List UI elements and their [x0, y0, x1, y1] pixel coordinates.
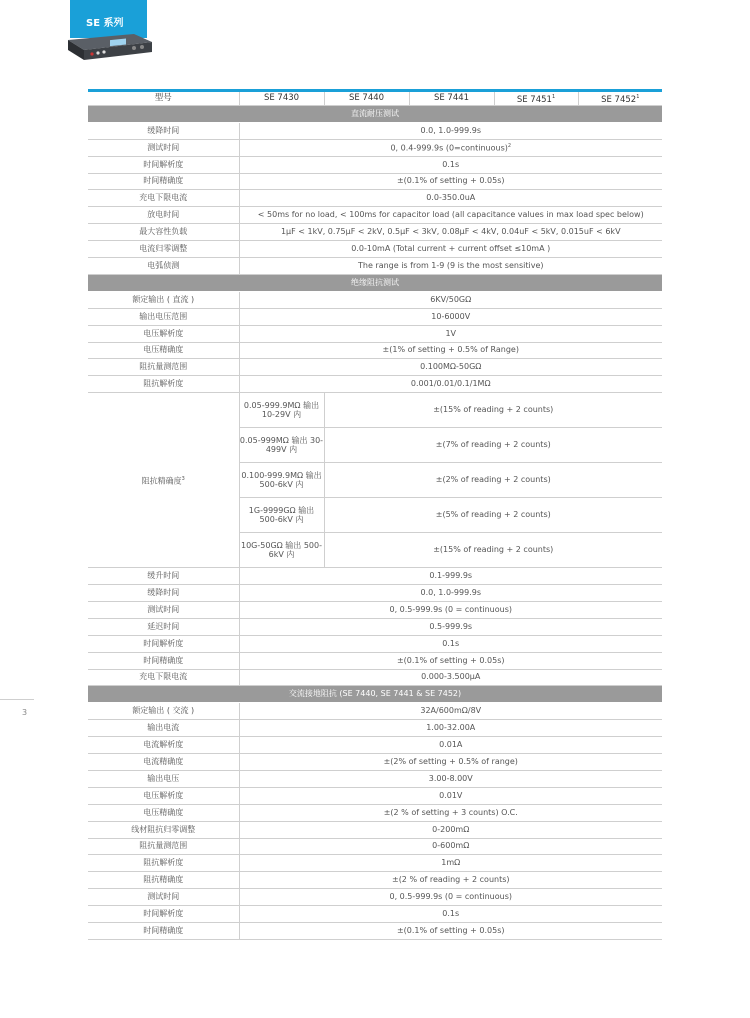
spec-row — [88, 291, 662, 308]
spec-value — [239, 770, 662, 787]
model-column-header — [578, 92, 662, 105]
spec-label: 阻抗精确度 — [88, 872, 239, 889]
spec-label: 电流解析度 — [88, 737, 239, 754]
footnote-mark: 1 — [636, 94, 640, 100]
spec-label: 测试时间 — [88, 601, 239, 618]
spec-value-text: 0-600mΩ — [432, 841, 470, 851]
spec-row — [88, 635, 662, 652]
spec-value-text: 1V — [445, 328, 457, 338]
accuracy-range: 1G-9999GΩ 输出 500-6kV 内 — [239, 498, 324, 533]
spec-row — [88, 122, 662, 139]
spec-row — [88, 652, 662, 669]
spec-label: 最大容性负载 — [88, 224, 239, 241]
spec-value-text: 3.00-8.00V — [428, 773, 473, 783]
device-image — [64, 30, 154, 62]
spec-value — [239, 906, 662, 923]
spec-row — [88, 308, 662, 325]
spec-row — [88, 906, 662, 923]
spec-value — [239, 224, 662, 241]
spec-label: 阻抗量测范围 — [88, 359, 239, 376]
section-header-row — [88, 105, 662, 122]
spec-value-text: 0.0, 1.0-999.9s — [420, 588, 481, 598]
spec-value-text: 0, 0.5-999.9s (0 = continuous) — [389, 892, 512, 902]
model-column-header — [324, 92, 409, 105]
spec-value — [239, 821, 662, 838]
spec-value-text: 0.000-3.500μA — [421, 672, 481, 682]
spec-value — [239, 872, 662, 889]
spec-label: 缓升时间 — [88, 568, 239, 585]
spec-label: 输出电压范围 — [88, 308, 239, 325]
spec-row — [88, 923, 662, 940]
spec-value-text: 10-6000V — [431, 311, 471, 321]
section-title: 绝缘阻抗测试 — [88, 274, 662, 291]
spec-label: 电流归零调整 — [88, 241, 239, 258]
model-column-header — [494, 92, 578, 105]
spec-value — [239, 308, 662, 325]
spec-label: 电流精确度 — [88, 754, 239, 771]
spec-value — [239, 585, 662, 602]
accuracy-value: ±(5% of reading + 2 counts) — [324, 498, 662, 533]
spec-label: 额定输出 ( 直流 ) — [88, 291, 239, 308]
spec-value — [239, 923, 662, 940]
spec-value-text: 1μF < 1kV, 0.75μF < 2kV, 0.5μF < 3kV, 0.08μF < 4kV, 0.04uF < 5kV, 0.015uF < 6kV — [280, 227, 621, 237]
spec-label: 时间精确度 — [88, 923, 239, 940]
page-number: 3 — [22, 708, 28, 717]
spec-label: 测试时间 — [88, 889, 239, 906]
spec-value — [239, 325, 662, 342]
spec-value — [239, 787, 662, 804]
spec-row — [88, 359, 662, 376]
spec-value — [239, 601, 662, 618]
footnote-mark: 2 — [507, 143, 512, 150]
model-header-row — [88, 92, 662, 105]
spec-value-text: 1.00-32.00A — [426, 723, 476, 733]
accuracy-group-label — [88, 393, 239, 568]
spec-value — [239, 257, 662, 274]
spec-label: 充电下限电流 — [88, 669, 239, 686]
section-header-row — [88, 274, 662, 291]
spec-value — [239, 754, 662, 771]
spec-value — [239, 376, 662, 393]
accuracy-range: 10G-50GΩ 输出 500-6kV 内 — [239, 533, 324, 568]
spec-label: 阻抗解析度 — [88, 855, 239, 872]
spec-value — [239, 838, 662, 855]
spec-value — [239, 139, 662, 156]
spec-row — [88, 838, 662, 855]
accuracy-value: ±(7% of reading + 2 counts) — [324, 428, 662, 463]
spec-row — [88, 585, 662, 602]
accuracy-label-text: 阻抗精确度 — [141, 476, 182, 486]
spec-label: 额定输出 ( 交流 ) — [88, 703, 239, 720]
spec-row — [88, 376, 662, 393]
spec-row — [88, 703, 662, 720]
spec-value — [239, 342, 662, 359]
spec-value — [239, 804, 662, 821]
spec-value-text: ±(0.1% of setting + 0.05s) — [396, 655, 505, 665]
accuracy-range: 0.05-999MΩ 输出 30-499V 内 — [239, 428, 324, 463]
spec-row — [88, 190, 662, 207]
spec-value-text: ±(2 % of setting + 3 counts) O.C. — [383, 807, 518, 817]
spec-value-text: 0, 0.5-999.9s (0 = continuous) — [389, 604, 512, 614]
spec-label: 输出电压 — [88, 770, 239, 787]
spec-value — [239, 190, 662, 207]
spec-value — [239, 855, 662, 872]
spec-row — [88, 601, 662, 618]
spec-label: 电压精确度 — [88, 804, 239, 821]
spec-row — [88, 568, 662, 585]
spec-value-text: ±(1% of setting + 0.5% of Range) — [382, 345, 519, 355]
spec-value-text: 0.01A — [439, 740, 463, 750]
spec-value — [239, 635, 662, 652]
spec-value — [239, 737, 662, 754]
model-name: SE 7451 — [516, 94, 552, 105]
spec-value-text: 0.1s — [442, 909, 460, 919]
spec-label: 电压精确度 — [88, 342, 239, 359]
spec-value-text: 0.0-10mA (Total current + current offset ≤10mA ) — [351, 244, 551, 253]
spec-value-text: < 50ms for no load, < 100ms for capacitor load (all capacitance values in max load spec below) — [257, 210, 644, 220]
spec-value-text: 0.5-999.9s — [429, 621, 473, 631]
spec-value — [239, 207, 662, 224]
spec-label: 测试时间 — [88, 139, 239, 156]
footnote-mark: 1 — [551, 94, 556, 100]
section-title: 交流接地阻抗 (SE 7440, SE 7441 & SE 7452) — [88, 686, 662, 703]
spec-value-text: 6KV/50GΩ — [430, 294, 472, 304]
spec-value-text: 0.0, 1.0-999.9s — [420, 125, 481, 135]
spec-label: 电弧侦测 — [88, 257, 239, 274]
spec-label: 时间精确度 — [88, 652, 239, 669]
accuracy-range: 0.100-999.9MΩ 输出 500-6kV 内 — [239, 463, 324, 498]
spec-value — [239, 889, 662, 906]
spec-label: 电压解析度 — [88, 787, 239, 804]
spec-row — [88, 855, 662, 872]
spec-row — [88, 139, 662, 156]
spec-row — [88, 241, 662, 258]
spec-label: 时间解析度 — [88, 906, 239, 923]
accuracy-row — [88, 393, 662, 428]
spec-value — [239, 568, 662, 585]
spec-row — [88, 821, 662, 838]
model-name: SE 7440 — [348, 93, 385, 104]
spec-value — [239, 720, 662, 737]
model-column-label: 型号 — [88, 92, 239, 105]
page-side-rule — [0, 699, 34, 700]
spec-row — [88, 618, 662, 635]
model-name: SE 7452 — [601, 94, 637, 105]
spec-row — [88, 257, 662, 274]
spec-row — [88, 669, 662, 686]
spec-label: 线材阻抗归零调整 — [88, 821, 239, 838]
spec-value — [239, 618, 662, 635]
spec-label: 充电下限电流 — [88, 190, 239, 207]
spec-row — [88, 325, 662, 342]
spec-value-text: ±(0.1% of setting + 0.05s) — [396, 176, 505, 186]
spec-label: 时间解析度 — [88, 635, 239, 652]
spec-label: 阻抗量测范围 — [88, 838, 239, 855]
spec-row — [88, 787, 662, 804]
spec-value-text: The range is from 1-9 (9 is the most sensitive) — [357, 260, 544, 270]
spec-label: 缓降时间 — [88, 585, 239, 602]
spec-value-text: 1mΩ — [441, 858, 461, 868]
spec-value — [239, 241, 662, 258]
spec-value — [239, 291, 662, 308]
spec-label: 阻抗解析度 — [88, 376, 239, 393]
spec-label: 电压解析度 — [88, 325, 239, 342]
spec-value-text: 0.100MΩ-50GΩ — [420, 362, 482, 372]
accuracy-value: ±(15% of reading + 2 counts) — [324, 533, 662, 568]
spec-row — [88, 156, 662, 173]
spec-row — [88, 770, 662, 787]
spec-value-text: 0.01V — [439, 790, 463, 800]
spec-value — [239, 669, 662, 686]
spec-row — [88, 804, 662, 821]
spec-row — [88, 737, 662, 754]
spec-value-text: 0.1-999.9s — [429, 571, 473, 581]
spec-row — [88, 342, 662, 359]
spec-row — [88, 224, 662, 241]
model-name: SE 7441 — [433, 93, 470, 104]
spec-value — [239, 652, 662, 669]
spec-label: 放电时间 — [88, 207, 239, 224]
spec-value — [239, 173, 662, 190]
spec-value — [239, 359, 662, 376]
footnote-mark: 3 — [181, 475, 185, 482]
spec-value-text: 0.001/0.01/0.1/1MΩ — [410, 379, 491, 389]
spec-value-text: 0.1s — [442, 159, 460, 169]
spec-value — [239, 122, 662, 139]
spec-table — [88, 92, 662, 940]
section-title: 直流耐压测试 — [88, 105, 662, 122]
section-header-row — [88, 686, 662, 703]
spec-value-text: 0-200mΩ — [432, 824, 470, 834]
spec-value-text: 0.0-350.0uA — [426, 193, 476, 203]
accuracy-value: ±(15% of reading + 2 counts) — [324, 393, 662, 428]
spec-value-text: 0.1s — [442, 638, 460, 648]
series-label: SE 系列 — [86, 18, 124, 29]
spec-value-text: ±(0.1% of setting + 0.05s) — [396, 925, 505, 935]
spec-value-text: ±(2 % of reading + 2 counts) — [391, 875, 510, 885]
spec-label: 时间解析度 — [88, 156, 239, 173]
spec-value — [239, 156, 662, 173]
spec-row — [88, 720, 662, 737]
spec-label: 时间精确度 — [88, 173, 239, 190]
spec-row — [88, 754, 662, 771]
model-column-header — [239, 92, 324, 105]
spec-label: 输出电流 — [88, 720, 239, 737]
spec-value-text: ±(2% of setting + 0.5% of range) — [383, 757, 518, 767]
spec-value — [239, 703, 662, 720]
accuracy-value: ±(2% of reading + 2 counts) — [324, 463, 662, 498]
model-name: SE 7430 — [263, 93, 300, 104]
spec-row — [88, 173, 662, 190]
model-column-header — [409, 92, 494, 105]
spec-label: 延迟时间 — [88, 618, 239, 635]
spec-row — [88, 872, 662, 889]
spec-value-text: 32A/600mΩ/8V — [420, 706, 482, 716]
accuracy-range: 0.05-999.9MΩ 输出 10-29V 内 — [239, 393, 324, 428]
spec-row — [88, 889, 662, 906]
spec-value-text: 0, 0.4-999.9s (0=continuous) — [390, 143, 508, 153]
spec-row — [88, 207, 662, 224]
spec-label: 缓降时间 — [88, 122, 239, 139]
